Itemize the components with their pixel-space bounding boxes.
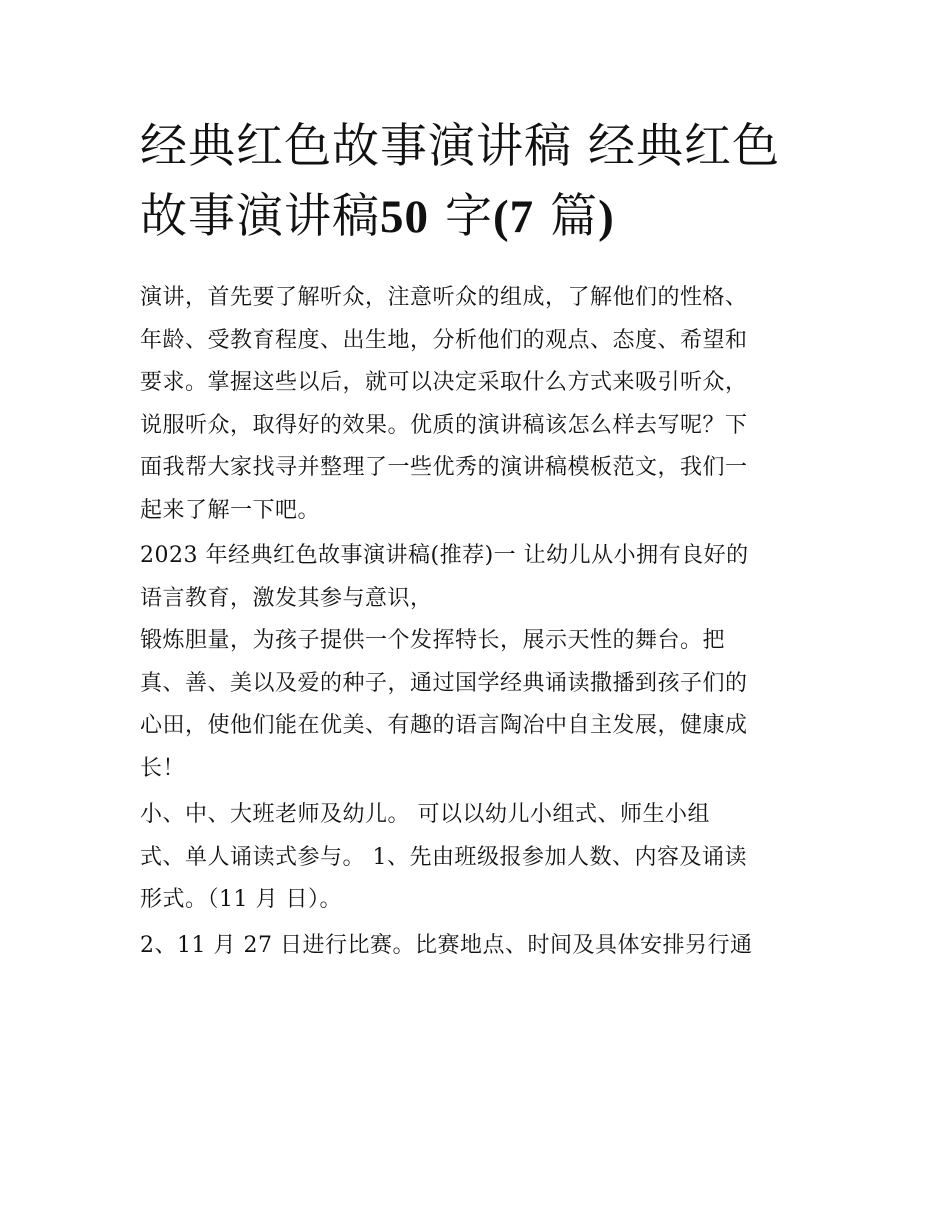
paragraph-line: 小、中、大班老师及幼儿。 可以以幼儿小组式、师生小组 [140, 802, 710, 827]
title-line-1: 经典红色故事演讲稿 经典红色 [140, 119, 780, 174]
paragraph-line: 语言教育，激发其参与意识， [140, 585, 433, 611]
paragraph-line: 锻炼胆量，为孩子提供一个发挥特长，展示天性的舞台。把 [140, 628, 726, 653]
body-paragraph [140, 620, 820, 790]
title-count-word: 篇 [550, 189, 599, 244]
paragraph-line: 心田，使他们能在优美、有趣的语言陶冶中自主发展，健康成 [140, 713, 748, 738]
intro-paragraph [140, 277, 820, 532]
paragraph-line: 长！ [140, 755, 186, 781]
title-line-2 [140, 182, 820, 252]
paragraph-line: 说服听众，取得好的效果。优质的演讲稿该怎么样去写呢？下 [140, 412, 748, 438]
paragraph-line: 演讲，首先要了解听众，注意听众的组成，了解他们的性格、 [140, 285, 748, 310]
paragraph-line: 式、单人诵读式参与。 1、先由班级报参加人数、内容及诵读 [140, 844, 747, 870]
paragraph-line: 形式。（11 月 日）。 [140, 887, 342, 912]
section-heading-paragraph [140, 535, 820, 620]
paragraph-line: 2、11 月 27 日进行比赛。比赛地点、时间及具体安排另行通 [140, 932, 753, 958]
document-title [140, 112, 820, 252]
paragraph-line: 年龄、受教育程度、出生地，分析他们的观点、态度、希望和 [140, 327, 748, 353]
participants-paragraph [140, 794, 820, 922]
paragraph-line: 起来了解一下吧。 [140, 497, 321, 523]
title-unit: 字 [444, 189, 493, 244]
document-page [140, 112, 820, 967]
paragraph-line: 要求。掌握这些以后，就可以决定采取什么方式来吸引听众， [140, 370, 748, 395]
title-number: 50 [380, 191, 429, 243]
title-paren-close: ) [598, 191, 615, 243]
paragraph-line: 面我帮大家找寻并整理了一些优秀的演讲稿模板范文，我们一 [140, 455, 748, 480]
schedule-paragraph [140, 925, 820, 968]
title-paren-open: (7 [492, 191, 535, 243]
title-text: 故事演讲稿 [140, 189, 380, 244]
paragraph-line: 2023 年经典红色故事演讲稿(推荐)一 让幼儿从小拥有良好的 [140, 543, 749, 568]
paragraph-line: 真、善、美以及爱的种子，通过国学经典诵读撒播到孩子们的 [140, 670, 748, 696]
